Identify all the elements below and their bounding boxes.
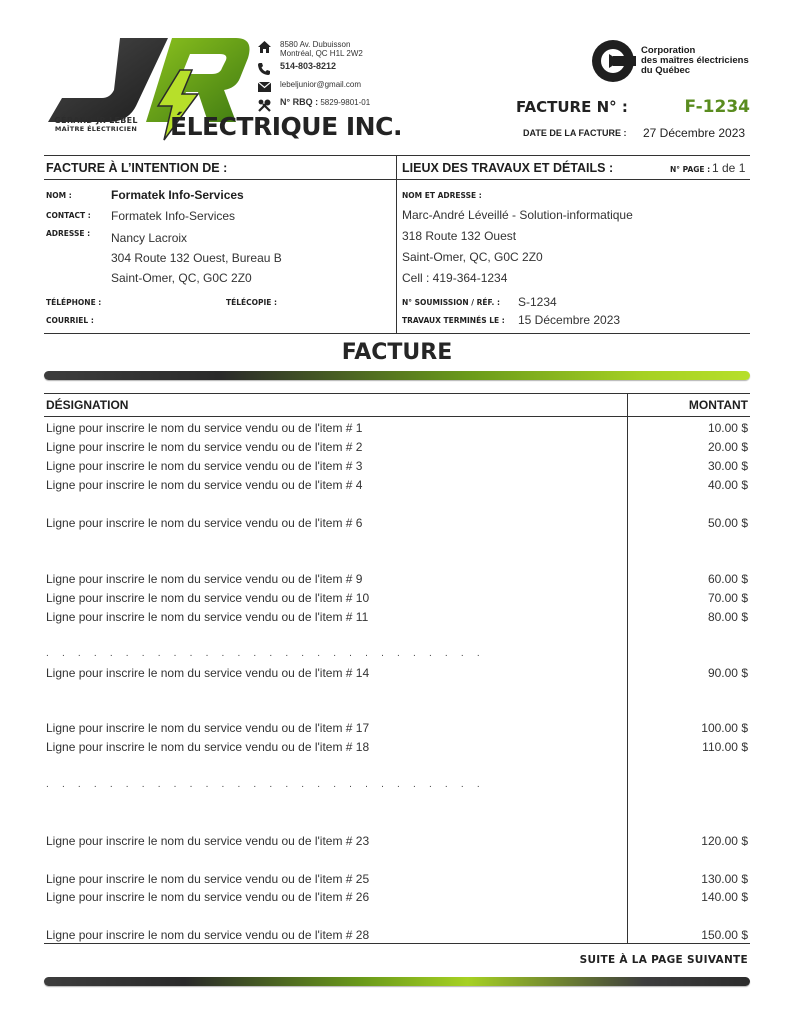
item-description: Ligne pour inscrire le nom du service vendu ou de l'item # 10 [46, 591, 370, 605]
table-column-divider [627, 393, 628, 944]
site-line1: Marc-André Léveillé - Solution-informatique [402, 208, 633, 222]
table-top-rule [44, 393, 750, 394]
house-icon [258, 40, 280, 54]
item-amount: 20.00 $ [707, 440, 748, 454]
item-amount: 60.00 $ [707, 572, 748, 586]
name-label: NOM : [46, 191, 72, 200]
item-description: Ligne pour inscrire le nom du service vendu ou de l'item # 11 [46, 610, 369, 624]
top-gradient-bar [44, 371, 750, 380]
company-phone: 514-803-8212 [280, 61, 337, 71]
company-address-line1: 8580 Av. Dubuisson [280, 40, 351, 49]
corporation-line1: Corporation [641, 45, 696, 56]
item-amount: 140.00 $ [701, 890, 748, 904]
tools-icon [258, 98, 280, 112]
table-header-rule [44, 416, 750, 417]
fax-label: TÉLÉCOPIE : [226, 298, 278, 307]
item-description: Ligne pour inscrire le nom du service vendu ou de l'item # 1 [46, 421, 363, 435]
item-description: Ligne pour inscrire le nom du service vendu ou de l'item # 2 [46, 440, 363, 454]
item-description: Ligne pour inscrire le nom du service vendu ou de l'item # 14 [46, 666, 370, 680]
box-bottom-rule [44, 333, 750, 334]
phone-label: TÉLÉPHONE : [46, 298, 102, 307]
item-description: Ligne pour inscrire le nom du service vendu ou de l'item # 6 [46, 516, 363, 530]
item-amount: 120.00 $ [701, 834, 748, 848]
corporation-logo [590, 38, 749, 84]
logo-owner [46, 116, 146, 134]
box-header-rule [44, 179, 750, 180]
item-amount: 10.00 $ [707, 421, 748, 435]
page-number-value: 1 de 1 [712, 161, 746, 175]
item-description: Ligne pour inscrire le nom du service vendu ou de l'item # 9 [46, 572, 363, 586]
item-description: Ligne pour inscrire le nom du service vendu ou de l'item # 17 [46, 721, 370, 735]
logo-owner-title: MAÎTRE ÉLECTRICIEN [54, 125, 138, 133]
item-amount: 110.00 $ [702, 740, 748, 754]
column-header-amount: MONTANT [688, 398, 748, 412]
continued-next-page: SUITE À LA PAGE SUIVANTE [579, 954, 748, 966]
site-line2: 318 Route 132 Ouest [402, 229, 517, 243]
item-description: Ligne pour inscrire le nom du service vendu ou de l'item # 18 [46, 740, 370, 754]
quote-label: N° SOUMISSION / RÉF. : [402, 298, 501, 307]
client-address-line2: 304 Route 132 Ouest, Bureau B [111, 251, 282, 265]
company-address-line2: Montréal, QC H1L 2W2 [280, 49, 363, 58]
dotted-separator: . . . . . . . . . . . . . . . . . . . . . . . . . . . . [46, 648, 485, 659]
item-amount: 40.00 $ [707, 478, 748, 492]
corporation-line2: des maîtres électriciens [641, 55, 749, 66]
quote-value: S-1234 [518, 295, 557, 309]
client-address-line3: Saint-Omer, QC, G0C 2Z0 [111, 271, 252, 285]
contact-label: CONTACT : [46, 211, 91, 220]
dotted-separator: . . . . . . . . . . . . . . . . . . . . . . . . . . . . [46, 779, 485, 790]
site-title: LIEUX DES TRAVAUX ET DÉTAILS : [402, 161, 614, 175]
logo-owner-name: GÉRARD JR LEBEL [54, 116, 138, 125]
phone-icon [258, 62, 280, 76]
item-amount: 130.00 $ [701, 872, 748, 886]
invoice-number-label: FACTURE N° : [516, 98, 628, 116]
page-number-label: N° PAGE : [670, 165, 711, 174]
invoice-date: 27 Décembre 2023 [643, 126, 746, 140]
document-title: FACTURE [341, 340, 453, 365]
corporation-line3: du Québec [641, 65, 691, 76]
company-email: lebeljunior@gmail.com [280, 80, 362, 89]
column-header-designation: DÉSIGNATION [46, 398, 129, 412]
client-address-line1: Nancy Lacroix [111, 231, 188, 245]
item-amount: 100.00 $ [701, 721, 748, 735]
item-amount: 50.00 $ [707, 516, 748, 530]
bill-to-title: FACTURE À L’INTENTION DE : [46, 161, 228, 175]
box-divider [396, 155, 397, 333]
site-line4: Cell : 419-364-1234 [402, 271, 508, 285]
bottom-gradient-bar [44, 977, 750, 986]
item-amount: 30.00 $ [707, 459, 748, 473]
item-amount: 80.00 $ [707, 610, 748, 624]
item-description: Ligne pour inscrire le nom du service vendu ou de l'item # 25 [46, 872, 370, 886]
cmeq-logo-icon [590, 38, 636, 84]
address-label: ADRESSE : [46, 229, 91, 238]
completed-label: TRAVAUX TERMINÉS LE : [402, 316, 505, 325]
item-amount: 150.00 $ [701, 928, 748, 942]
item-description: Ligne pour inscrire le nom du service vendu ou de l'item # 28 [46, 928, 370, 942]
item-description: Ligne pour inscrire le nom du service vendu ou de l'item # 26 [46, 890, 370, 904]
client-name: Formatek Info-Services [111, 188, 244, 202]
company-contact [258, 40, 370, 116]
envelope-icon [258, 80, 280, 94]
table-bottom-rule [44, 943, 750, 944]
item-description: Ligne pour inscrire le nom du service vendu ou de l'item # 4 [46, 478, 363, 492]
item-amount: 90.00 $ [707, 666, 748, 680]
item-amount: 70.00 $ [707, 591, 748, 605]
rbq-label: N° RBQ : [280, 97, 319, 107]
invoice-date-label: DATE DE LA FACTURE : [523, 128, 627, 138]
completed-value: 15 Décembre 2023 [518, 313, 621, 327]
client-contact: Formatek Info-Services [111, 209, 236, 223]
invoice-number: F-1234 [684, 97, 750, 117]
box-top-rule [44, 155, 750, 156]
email-label: COURRIEL : [46, 316, 94, 325]
rbq-number: 5829-9801-01 [320, 98, 371, 107]
item-description: Ligne pour inscrire le nom du service vendu ou de l'item # 23 [46, 834, 370, 848]
site-line3: Saint-Omer, QC, G0C 2Z0 [402, 250, 543, 264]
logo-company-name: ÉLECTRIQUE INC. [170, 112, 402, 141]
site-name-address-label: NOM ET ADRESSE : [402, 191, 482, 200]
item-description: Ligne pour inscrire le nom du service vendu ou de l'item # 3 [46, 459, 363, 473]
